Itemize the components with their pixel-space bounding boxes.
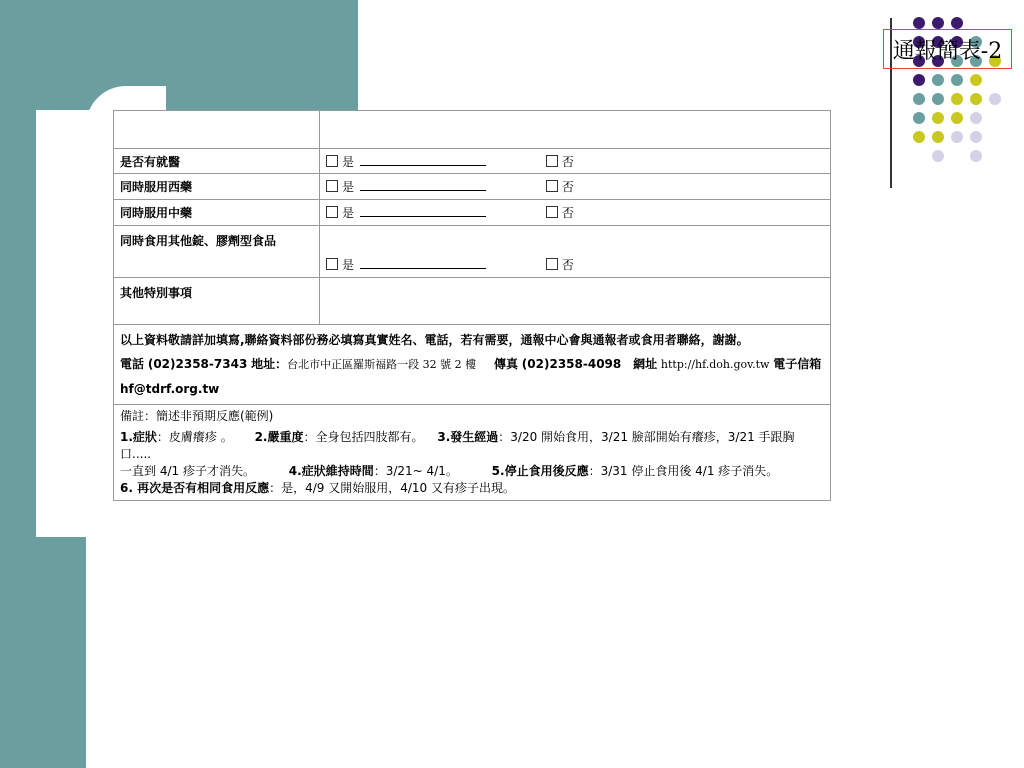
slide-title: 通報簡表-2 bbox=[883, 29, 1012, 69]
address-label: 地址： bbox=[251, 357, 288, 371]
contact-notice: 以上資料敬請詳加填寫,聯絡資料部份務必填寫真實姓名、電話，若有需要，通報中心會與通報者或食用者聯絡，謝謝。 bbox=[120, 333, 749, 347]
note-after-stop-label: 5.停止食用後反應 bbox=[491, 464, 589, 478]
special-notes-field[interactable] bbox=[320, 278, 831, 325]
note-severity-label: 2.嚴重度 bbox=[254, 430, 304, 444]
row-label: 其他特別事項 bbox=[114, 278, 320, 325]
table-row: 同時服用中藥 是 否 bbox=[114, 200, 831, 226]
note-duration: ：3/21~ 4/1。 bbox=[373, 464, 458, 478]
note-recurrence-label: 6. 再次是否有相同食用反應 bbox=[120, 481, 270, 495]
teal-bottom-block bbox=[0, 537, 86, 768]
phone-number: (02)2358-7343 bbox=[147, 357, 248, 371]
note-row bbox=[114, 405, 831, 501]
email-address[interactable]: hf@tdrf.org.tw bbox=[120, 382, 220, 396]
checkbox-no[interactable] bbox=[546, 258, 558, 270]
phone-label: 電話 bbox=[120, 357, 145, 371]
note-symptom: ：皮膚癢疹 。 bbox=[156, 430, 233, 444]
row-label: 同時食用其他錠、膠劑型食品 bbox=[114, 226, 320, 278]
fax-label: 傳真 bbox=[493, 357, 518, 371]
note-course: ：3/20 開始食用，3/21 臉部開始有癢疹，3/21 手跟胸口..... bbox=[120, 430, 795, 461]
checkbox-yes[interactable] bbox=[326, 155, 338, 167]
table-row: 是否有就醫 是 否 bbox=[114, 149, 831, 174]
row-label: 同時服用中藥 bbox=[114, 200, 320, 226]
contact-row bbox=[114, 325, 831, 405]
checkbox-no[interactable] bbox=[546, 180, 558, 192]
fill-in-line[interactable] bbox=[360, 180, 486, 191]
note-after-stop: ：3/31 停止食用後 4/1 疹子消失。 bbox=[588, 464, 779, 478]
note-severity: ：全身包括四肢都有。 bbox=[303, 430, 424, 444]
report-form-table bbox=[113, 110, 831, 501]
fill-in-line[interactable] bbox=[360, 206, 486, 217]
checkbox-no[interactable] bbox=[546, 155, 558, 167]
note-duration-label: 4.症狀維持時間 bbox=[288, 464, 374, 478]
email-label: 電子信箱 bbox=[773, 357, 822, 371]
website-link[interactable]: http://hf.doh.gov.tw bbox=[660, 358, 770, 371]
note-symptom-label: 1.症狀 bbox=[120, 430, 157, 444]
fill-in-line[interactable] bbox=[360, 155, 486, 166]
checkbox-yes[interactable] bbox=[326, 206, 338, 218]
note-course-label: 3.發生經過 bbox=[437, 430, 499, 444]
note-course-continued: 一直到 4/1 疹子才消失。 bbox=[120, 464, 255, 478]
checkbox-yes[interactable] bbox=[326, 180, 338, 192]
table-row: 同時食用其他錠、膠劑型食品 是 否 bbox=[114, 226, 831, 278]
table-row-blank bbox=[114, 111, 831, 149]
table-row bbox=[114, 278, 831, 325]
website-label: 網址 bbox=[633, 357, 658, 371]
note-recurrence: ：是，4/9 又開始服用，4/10 又有疹子出現。 bbox=[269, 481, 515, 495]
checkbox-yes[interactable] bbox=[326, 258, 338, 270]
note-header: 備註：簡述非預期反應(範例) bbox=[120, 409, 274, 423]
checkbox-no[interactable] bbox=[546, 206, 558, 218]
fill-in-line[interactable] bbox=[360, 258, 486, 269]
table-row: 同時服用西藥 是 否 bbox=[114, 174, 831, 200]
row-label: 同時服用西藥 bbox=[114, 174, 320, 200]
row-label: 是否有就醫 bbox=[114, 149, 320, 174]
fax-number: (02)2358-4098 bbox=[521, 357, 622, 371]
address: 台北市中正區羅斯福路一段 32 號 2 樓 bbox=[287, 358, 477, 371]
teal-header-block bbox=[0, 0, 358, 110]
